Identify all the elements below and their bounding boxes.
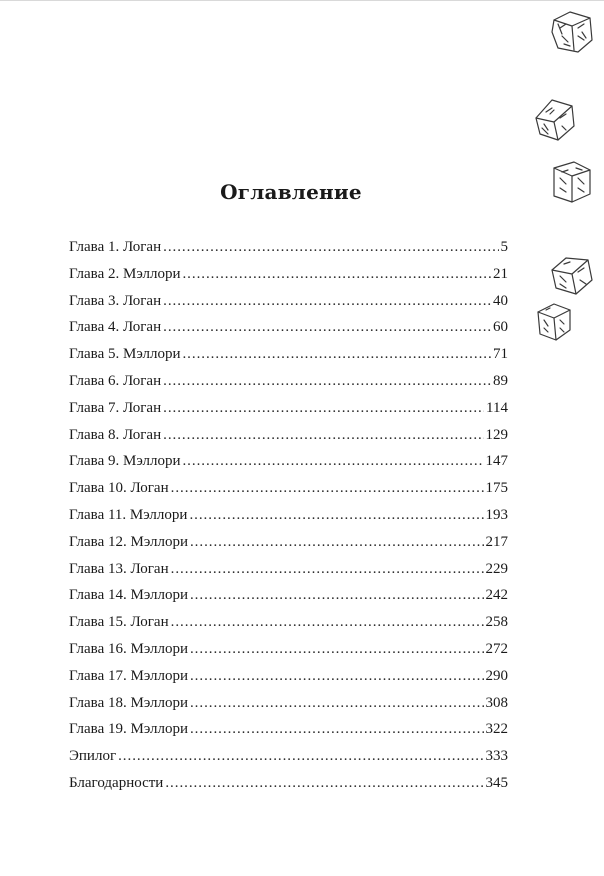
toc-entry [69,395,508,422]
dot-leader [171,556,484,583]
dot-leader [163,395,484,422]
dot-leader [182,261,491,288]
toc-entry-label: Глава 12. Мэллори [69,533,188,550]
page-top-edge [0,0,604,1]
table-of-contents [69,234,508,797]
toc-entry-label: Глава 17. Мэллори [69,667,188,684]
toc-entry [69,716,508,743]
toc-entry-label: Глава 7. Логан [69,399,162,416]
toc-entry-label: Глава 5. Мэллори [69,346,181,363]
dot-leader [182,341,491,368]
toc-entry-label: Глава 14. Мэллори [69,587,188,604]
toc-entry-page-number: 272 [485,640,508,657]
ice-cube-icon [548,6,598,58]
toc-entry [69,582,508,609]
toc-entry-label: Глава 10. Логан [69,480,169,497]
dot-leader [165,770,483,797]
toc-entry-label: Глава 8. Логан [69,426,162,443]
toc-entry-label: Глава 13. Логан [69,560,169,577]
toc-entry-page-number: 193 [485,506,508,523]
toc-entry-label: Эпилог [69,748,117,765]
toc-entry-page-number: 345 [485,774,508,791]
dot-leader [171,475,484,502]
toc-entry [69,609,508,636]
toc-entry [69,529,508,556]
toc-entry [69,448,508,475]
ice-cube-icon [548,252,596,298]
page-title: Оглавление [220,180,362,204]
toc-entry-label: Глава 9. Мэллори [69,453,181,470]
toc-entry-page-number: 129 [485,426,508,443]
toc-entry [69,636,508,663]
dot-leader [189,502,483,529]
toc-entry [69,341,508,368]
toc-entry-page-number: 229 [485,560,508,577]
toc-entry-page-number: 290 [485,667,508,684]
toc-entry [69,475,508,502]
toc-entry-label: Глава 1. Логан [69,239,162,255]
dot-leader [163,314,491,341]
dot-leader [182,448,483,475]
toc-entry-page-number: 175 [485,480,508,497]
toc-entry-label: Глава 11. Мэллори [69,506,188,523]
toc-entry-label: Глава 15. Логан [69,614,169,631]
toc-entry [69,314,508,341]
dot-leader [163,422,483,449]
toc-entry-page-number: 60 [493,319,508,336]
toc-entry-label: Глава 2. Мэллори [69,265,181,282]
toc-entry-page-number: 333 [485,748,508,765]
toc-entry-page-number: 308 [485,694,508,711]
dot-leader [190,636,484,663]
toc-entry [69,261,508,288]
toc-entry-page-number: 21 [493,265,508,282]
toc-entry-page-number: 147 [485,453,508,470]
dot-leader [163,368,491,395]
dot-leader [190,582,484,609]
toc-entry-label: Глава 18. Мэллори [69,694,188,711]
ice-cube-icon [534,300,574,344]
toc-entry-label: Благодарности [69,774,164,791]
toc-entry [69,663,508,690]
toc-entry-label: Глава 3. Логан [69,292,162,309]
toc-entry-label: Глава 4. Логан [69,319,162,336]
dot-leader [190,716,484,743]
toc-entry [69,422,508,449]
ice-cube-icon [532,96,578,144]
toc-entry [69,743,508,770]
dot-leader [163,234,498,261]
toc-entry-page-number: 5 [500,239,508,255]
toc-entry-page-number: 40 [493,292,508,309]
toc-entry [69,770,508,797]
dot-leader [190,529,484,556]
dot-leader [190,690,484,717]
toc-entry-page-number: 258 [485,614,508,631]
toc-entry-page-number: 242 [485,587,508,604]
toc-entry [69,690,508,717]
dot-leader [171,609,484,636]
toc-entry [69,368,508,395]
toc-entry-label: Глава 19. Мэллори [69,721,188,738]
toc-entry-label: Глава 16. Мэллори [69,640,188,657]
toc-entry-page-number: 114 [486,399,508,416]
toc-entry-page-number: 89 [493,372,508,389]
toc-entry-page-number: 217 [485,533,508,550]
dot-leader [190,663,484,690]
toc-entry [69,288,508,315]
toc-entry-label: Глава 6. Логан [69,372,162,389]
toc-entry [69,502,508,529]
dot-leader [118,743,483,770]
toc-entry-page-number: 71 [493,346,508,363]
toc-entry [69,234,508,261]
toc-entry-page-number: 322 [485,721,508,738]
toc-entry [69,556,508,583]
dot-leader [163,288,491,315]
